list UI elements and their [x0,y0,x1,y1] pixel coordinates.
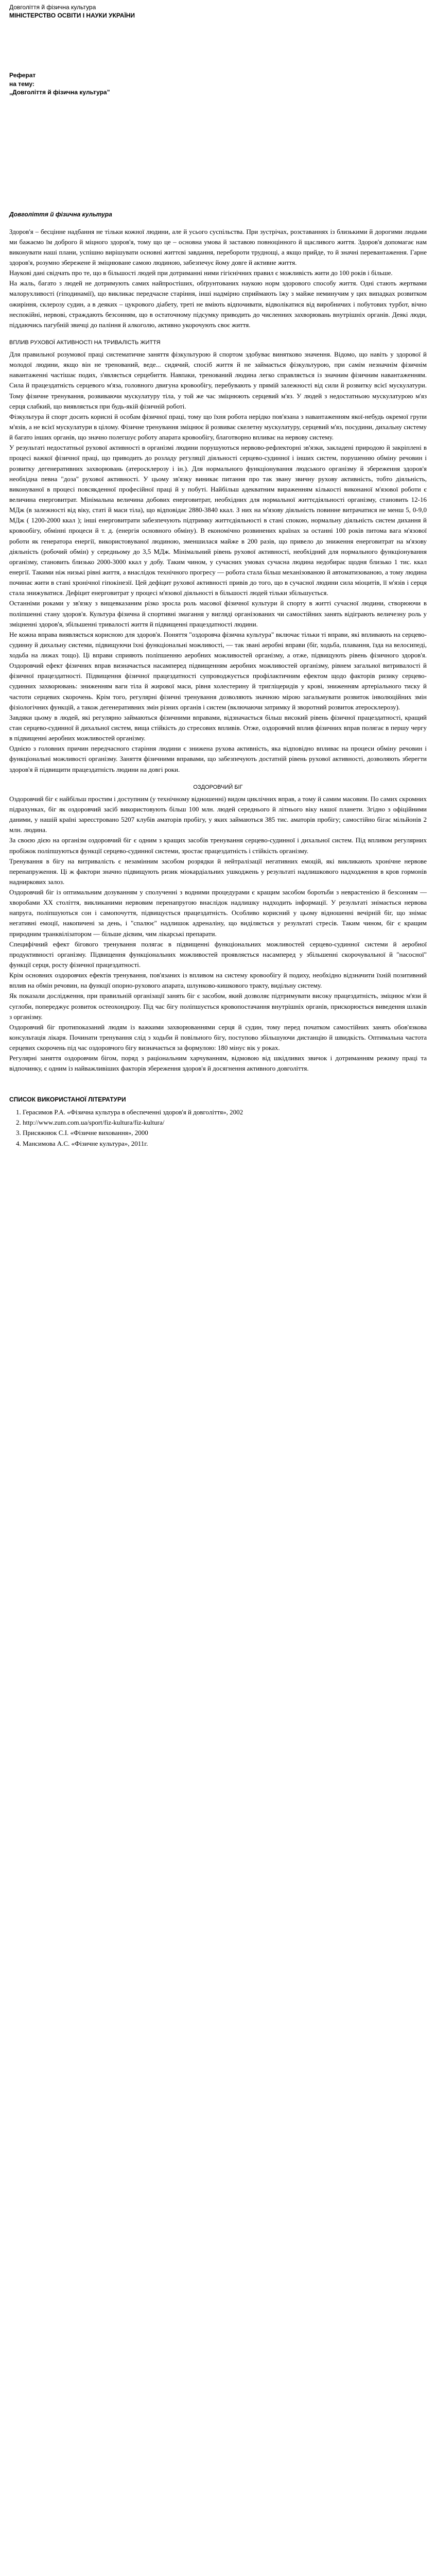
paragraph: Оздоровчий біг із оптимальним дозуванням у сполученні з водними процедурами є кращим засобом боротьби з неврастенією й безсонням — хворобами XX століття, викликаними нервовим перенапругою внаслідок надлишку надходить інформації. У результаті знімається нервова напруга, поліпшуються сон і самопочуття, підвищується працездатність. Особливо корисний у цьому відношенні вечірній біг, що знімає негативні емоції, накопичені за день, і "спалює" надлишок адреналіну, що виділяється у результаті стресів. Таким чином, біг є кращим природним транквілізатором — більше дієвим, чим лікарські препарати. [9,888,427,938]
paragraph: На жаль, багато з людей не дотримують самих найпростіших, обґрунтованих наукою норм здорового способу життя. Одні стають жертвами малорухливості (гіподинамії), що викликає передчасне старіння, інші надмірно сприймають їжу з майже неминучим у цих випадках розвитком ожиріння, склерозу судин, а в деяких – цукрового діабету, третi не вміють відпочивати, відволікатися від виробничих і побутових турбот, вічно неспокійні, нервові, страждають безсонням, що в остаточному підсумку приводить до численних захворювань внутрішніх органів. Деякі люди, піддаючись пагубній звичці до паління й алкоголю, активно укорочують своє життя. [9,279,427,329]
paragraph: За своєю дією на організм оздоровчий біг є одним з кращих засобів тренування серцево-судинної і дихальної систем. Під впливом регулярних пробіжок поліпшуються функції серцево-судинної системи, зростає працездатність і стійкість організму. [9,836,427,855]
reference-item: 4. Мансимова А.С. «Фізичне культура», 2011г. [23,1139,427,1149]
reference-item: 2. http://www.zum.com.ua/sport/fiz-kultura/fiz-kultura/ [23,1117,427,1128]
paragraph: Як показали дослідження, при правильній організації занять біг є засобом, який дозволяє підтримувати високу працездатність, зміцнює м'язи й суглоби, попереджує розвиток остеохондрозу. Під час бігу поліпшується кровопостачання внутрішніх органів, прискорюється виведення шлаків з організму. [9,992,427,1021]
paragraph: У результаті недостатньої рухової активності в організмі людини порушуються нервово-рефлекторні зв'язки, закладені природою й закріплені в процесі важкої фізичної праці, що приводить до розладу регуляції діяльності серцево-судинної і інших систем, порушенню обміну речовин і розвитку дегенеративних захворювань (атеросклерозу і ін.). Для нормального функціонування людського організму й збереження здоров'я необхідна певна "доза" рухової активності. У цьому зв'язку виникає питання про так звану звичну рухову активність, тобто діяльність, виконуваної в процесі повсякденної професійної праці й у побуті. Найбільш адекватним вираженням кількості виконаної м'язової роботи є величина енерговитрат. Мінімальна величина добових енерговитрат, необхідних для нормальної життєдіяльності організму, становить 12-16 МДж (в залежності від віку, статі й маси тіла), що відповідає 2880-3840 ккал. З них на м'язову діяльність повинне витрачатися не менш 5, 0-9,0 МДж ( 1200-2000 ккал ); інші енерговитрати забезпечують підтримку життєдіяльності в стані спокою, нормальну діяльність систем дихання й кровообігу, обмінні процеси й т. д. (енергія основного обміну). В економічно розвинених країнах за останні 100 років питома вага м'язової роботи як генератора енергії, використовуваної людиною, зменшилася майже в 200 разів, що привело до зниження енерговитрат на м'язову діяльність (робочий обмін) у середньому до 3,5 МДж. Мінімальний рівень рухової активності, необхідний для нормального функціонування організму, становить близько 2000-3000 ккал у добу. Таким чином, у сучасних умовах сучасна людина недобирає щодня близько 1 тис. ккал енергії. Такими ніж низькі рівні життя, а внаслідок технічного прогресу — робота стала більш механізованою й автоматизованою, а тому людина починає жити в стані хронічної гіпокінезії. Цей дефіцит рухової активності привів до того, що в сучасної людини сила міоцитів, її м'язів і серця стала знижуватися. Дефіцит енерговитрат у процесі м'язової діяльності в більшості людей тільки збільшується. [9,444,427,597]
document-top-title: Довголіття й фізична культура [9,4,96,11]
paragraph: Крім оснoвних оздоровчих ефектів тренування, пов'язаних із впливом на систему кровообігу й подиху, необхідно відзначити їхній позитивний вплив на обмін речовин, на функції опорно-рухового апарата, шлунково-кишкового тракту, видільну систему. [9,971,427,990]
paragraph: Оздоровчий біг є найбільш простим і доступним (у технічному відношенні) видом циклічних вправ, а тому й самим масовим. По самих скромних підрахунках, біг як оздоровчий засіб використовують більш 100 млн. людей середнього й літнього віку нашої планети. Згідно з офіційними даними, у нашій країні зареєстровано 5207 клубів аматорів пробігу, у яких займаються 385 тис. аматорів пробігу; самостійно бігає мільйонів 2 млн. людина. [9,794,427,834]
section-title: Довголіття й фізична культура [9,210,112,218]
referat-topic-label: на тему: [9,80,34,88]
heading-running: ОЗДОРОВЧИЙ БІГ [193,784,243,790]
references-title: СПИСОК ВИКОРИСТАНОЇ ЛІТЕРАТУРИ [9,1095,126,1103]
paragraph: Фізкультура й спорт досить корисні й особам фізичної праці, тому що їхня робота нерідко пов'язана з навантаженням якої-небудь окремої групи м'язів, а не всієї мускулатури в цілому. Фізичне тренування зміцнює й розвиває скелетну мускулатуру, серцевий м'яз, посудини, дихальну систему й багато інших органів, що значно полегшує роботу апарата кровообігу, благотворно впливає на нервову систему. [9,412,427,442]
paragraph: Оздоровчий біг протипоказаний людям із важкими захворюваннями серця й судин, тому перед початком самостійних занять обов'язкова консультація лікаря. Починати тренування слід з ходьби й повільного бігу, поступово збільшуючи дистанцію й швидкість. Оптимальна частота серцевих скорочень під час оздоровчого бігу визначається за формулою: 180 мінус вік у роках. [9,1023,427,1052]
paragraph: Останніми роками у зв'язку з вищевказаним різко зросла роль масової фізичної культури й спорту в житті сучасної людини, створюючи в поліпшенні стану здоров'я. Культура фізична й спортивні змагання у вигляді організованих чи самостійних занять відіграють величезну роль у зміцненні здоров'я, збільшенні тривалості життя й підвищенні працездатності людини. [9,599,427,628]
document-page [0,0,436,1149]
ministry-name: МІНІСТЕРСТВО ОСВІТИ І НАУКИ УКРАЇНИ [9,12,135,20]
paragraph: Специфічний ефект бігового тренування полягає в підвищенні функціональних можливостей серцево-судинної системи й аеробної продуктивності організму. Підвищення функціональних можливостей проявляється насамперед у збільшенні скорочувальної й "насосної" функції серця, росту фізичної працездатності. [9,940,427,969]
paragraph: Однією з головних причин передчасного старіння людини є знижена рухова активність, яка відповідно впливає на процеси обміну речовин і функціональні можливості організму. Заняття фізичними вправами, що забезпечують достатній рівень рухової активності, дозволяють зберегти здоров'я й підвищити працездатність людини на довгі роки. [9,744,427,773]
paragraph: Тренування в бігу на витривалість є незамінним засобом розрядки й нейтралізації негативних емоцій, які викликають хронічне нервове перенапруження. Ці ж фактори значно підвищують ризик міокардіальних ушкоджень у результаті надлишкового надходження в кров гормонів надниркових залоз. [9,857,427,886]
reference-item: 1. Герасимов Р.А. «Фізична культура в обеспеченні здоров'я й довголіття», 2002 [23,1107,427,1117]
paragraph: Завдяки цьому в людей, які регулярно займаються фізичними вправами, відзначається більш високий рівень фізичної працездатності, кращий стан серцево-судинної й дихальної систем, вища стійкість до стресових впливів. Отже, оздоровчий вплив фізичних вправ полягає в першу чергу в підвищенні аеробних можливостей організму. [9,713,427,742]
referat-label: Реферат [9,72,36,79]
referat-block [9,71,427,96]
paragraph: Наукові дані свідчать про те, що в більшості людей при дотриманні ними гігієнічних правил є можливість жити до 100 років і більше. [9,269,393,277]
reference-item: 3. Присяжнюк С.І. «Фізичне виховання», 2000 [23,1128,427,1138]
paragraph: Для правильної розумової праці систематичне заняття фізкультурою й спортом здобуває винятково значення. Відомо, що навіть у здорової й молодої людини, якщо він не тренований, веде... сидячий, спосіб життя й не займається фізкультурою, при самім незначнім фізичнім навантаженні частішає подих, з'являється серцебиття. Навпаки, тренований людина легко справляється із значним фізичним навантаженням. Сила й працездатність серцевого м'яза, головного двигуна кровообігу, перебувають у прямій залежності від сили й розвитку всієї мускулатури. Тому фізичне тренування, розвиваючи мускулатуру тіла, у той же час зміцнюють серцевий м'яз. У людей з недостатньою мускулатурою м'яз серця слабкий, що виявляється при будь-якій фізичній роботі. [9,350,427,410]
references-list [9,1107,427,1149]
paragraph: Здоров'я – бесцінне надбання не тільки кожної людини, але й усього суспільства. При зустрічах, розставаннях із близькими й дорогими людьми ми бажаємо їм доброго й міцного здоров'я, тому що це – основна умова й заставою повноцінного й щасливого життя. Здоров'я допомагає нам виконувати наші плани, успішно вирішувати основні життєві завдання, перебороти труднощі, а якщо прийде, то й значні перевантаження. Гарне здоров'я, розумно збережене й зміцнюване самою людиною, забезпечує йому довге й активне життя. [9,227,427,266]
heading-motor-activity: ВПЛИВ РУХОВОЇ АКТИВНОСТІ НА ТРИВАЛІСТЬ ЖИТТЯ [9,339,161,346]
intro-section [9,227,427,330]
paragraph: Не кожна вправа виявляється корисною для здоров'я. Поняття "оздоровча фізична культура" включає тільки ті вправи, які впливають на серцево-судинну й дихальну системи, підвищуючи їхні функціональні можливості, — так звані аеробні вправи (біг, ходьба, плавання, їзда на велосипеді, ходьба на лижах тощо). Ці вправи сприяють поліпшенню аеробних можливостей організму, а отже, підвищують рівень фізичного здоров'я. Оздоровчий ефект фізичних вправ визначається насамперед підвищенням аеробних можливостей організму, рівнем загальної витривалості й фізичної працездатності. Підвищення фізичної працездатності супроводжується профілактичним ефектом щодо факторів ризику серцево-судинних захворювань: зниженням ваги тіла й жирової маси, рівня холестерину й тригліцеридів у крові, зниженням артеріального тиску й частоти серцевих скорочень. Крім того, регулярні фізичні тренування дозволяють значною мірою загальмувати розвиток інволюційних змін фізіологічних функцій, а також дегенеративних змін різних органів і систем (включаючи затримку й зворотний розвиток атеросклерозу). [9,630,427,711]
paragraph: Регулярні заняття оздоровчим бігом, поряд з раціональним харчуванням, відмовою від шкідливих звичок і дотриманням режиму праці та відпочинку, є одним із найважливіших факторів збереження здоров'я й досягнення активного довголіття. [9,1054,427,1073]
running-section [9,794,427,1074]
referat-topic: „Довголіття й фізична культура” [9,88,110,96]
motor-activity-section [9,349,427,775]
